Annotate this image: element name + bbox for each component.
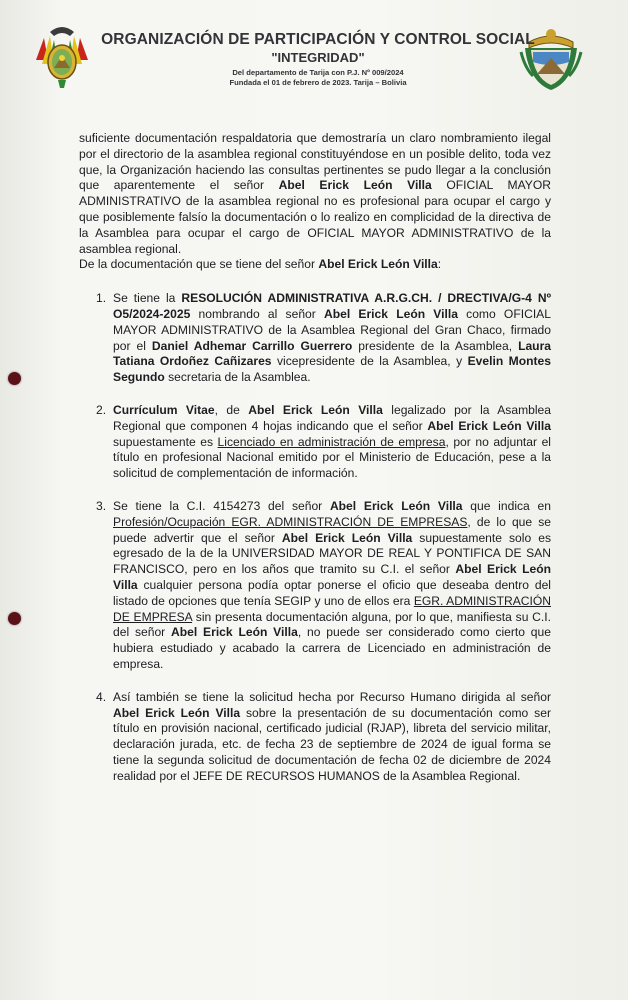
intro-text: OFICIAL MAYOR ADMINISTRATIVO de la asamblea regional no es profesional para ocupar el cargo y que posiblemente falsío la documentación o lo realizo en complicidad de la directiva de la Asamblea para ocupar el cargo de OFICIAL MAYOR ADMINISTRATIVO de la asamblea regional. [79,178,551,256]
person-name: Abel Erick León Villa [324,306,458,321]
document-type: Currículum Vitae [113,402,215,417]
resolution-reference: RESOLUCIÓN ADMINISTRATIVA A.R.G.CH. / DRECTIVA/G-4 Nº O5/2024-2025 [113,291,551,321]
item-text: nombrando al señor [190,306,324,321]
person-name: Abel Erick León Villa [329,498,463,513]
item-text: , de lo que se puede advertir que el señor [113,514,551,545]
person-name: Abel Erick León Villa [427,418,551,433]
item-text: Se tiene la C.I. 4154273 del señor [113,498,330,513]
list-item [79,403,551,482]
item-text: que indica en [462,498,551,513]
item-number: 3. [96,498,107,513]
person-name: Evelin Montes Segundo [113,354,551,385]
item-text: supuestamente es [113,434,218,449]
organization-subtitle: "INTEGRIDAD" [271,50,365,65]
item-number: 4. [96,689,107,704]
item-text: secretaria de la Asamblea. [164,370,311,385]
document-header [98,30,538,88]
intro-text: : [437,257,442,272]
person-name: Laura Tatiana Ordoñez Cañizares [113,338,551,369]
person-name: Abel Erick León Villa [318,257,438,272]
organization-title: ORGANIZACIÓN DE PARTICIPACIÓN Y CONTROL SOCIAL [101,31,535,48]
intro-paragraph [79,131,551,257]
person-name: Daniel Adhemar Carrillo Guerrero [151,338,353,353]
list-item [79,690,551,785]
legal-registration: Del departamento de Tarija con P.J. Nº 009/2024 [232,68,404,77]
intro-text: suficiente documentación respaldatoria que demostraría un claro nombramiento ilegal por el directorio de la asamblea regional constituyéndose en un posible delito, toda vez que, la Organización haciendo las consultas pertinentes se pudo llegar a la conclusión que aparentemente el señor [79,131,551,193]
item-text: vicepresidente de la Asamblea, y [271,354,468,369]
item-text: legalizado por la Asamblea Regional que componen 4 hojas indicando que el señor [113,402,552,433]
evidence-list [79,291,551,784]
item-number: 2. [96,402,107,417]
item-text: presidente de la Asamblea, [352,338,519,353]
punch-hole [8,612,21,625]
item-text: sin presenta documentación alguna, por lo que, manifiesta su C.I. del señor [113,609,551,640]
underlined-text: EGR. ADMINISTRACIÓN DE EMPRESA [113,593,551,624]
person-name: Abel Erick León Villa [113,705,241,720]
item-text: , por no adjuntar el título en profesional Nacional emitido por el Ministerio de Educación, pese a la solicitud de complementación de información. [113,434,551,481]
list-item [79,499,551,673]
person-name: Abel Erick León Villa [248,402,383,417]
underlined-text: Licenciado en administración de empresa [217,434,446,449]
item-text: cualquier persona podía optar ponerse el oficio que deseaba dentro del listado de opciones que tenía SEGIP y uno de ellos era [113,577,551,608]
person-name: Abel Erick León Villa [281,530,413,545]
item-text: sobre la presentación de su documentación como ser título en provisión nacional, certificado judicial (RJAP), libreta del servicio militar, declaración jurada, etc. de fecha 23 de septiembre de 2024 de igual forma se tiene la segunda solicitud de documentación de fecha 02 de diciembre de 2024 realidad por el JEFE DE RECURSOS HUMANOS de la Asamblea Regional. [113,705,551,783]
underlined-text: Profesión/Ocupación EGR. ADMINISTRACIÓN DE EMPRESAS [113,514,468,529]
item-text: supuestamente solo es egresado de la de la UNIVERSIDAD MAYOR DE REAL Y PONTIFICA DE SAN FRANCISCO, pero en los años que tramito su C.I. el señor [113,530,551,577]
document-body [79,131,551,801]
punch-hole [8,372,21,385]
item-text: como OFICIAL MAYOR ADMINISTRATIVO de la Asamblea Regional del Gran Chaco, firmado por el [113,306,551,353]
person-name: Abel Erick León Villa [278,178,432,193]
item-text: , no puede ser considerado como cierto que hubiera estudiado y acabado la carrera de Licenciado en administración de empresa. [113,625,551,671]
bolivia-coat-of-arms-logo [30,20,94,92]
person-name: Abel Erick León Villa [171,625,298,640]
item-text: , de [214,402,249,417]
person-name: Abel Erick León Villa [113,562,551,592]
intro-text: De la documentación que se tiene del señor [79,257,319,272]
item-text: Se tiene la [113,291,182,306]
intro-line [79,257,551,273]
item-text: Así también se tiene la solicitud hecha por Recurso Humano dirigida al señor [113,689,551,704]
list-item [79,291,551,386]
item-number: 1. [96,291,107,306]
founding-date: Fundada el 01 de febrero de 2023. Tarija – Bolivia [229,78,407,87]
